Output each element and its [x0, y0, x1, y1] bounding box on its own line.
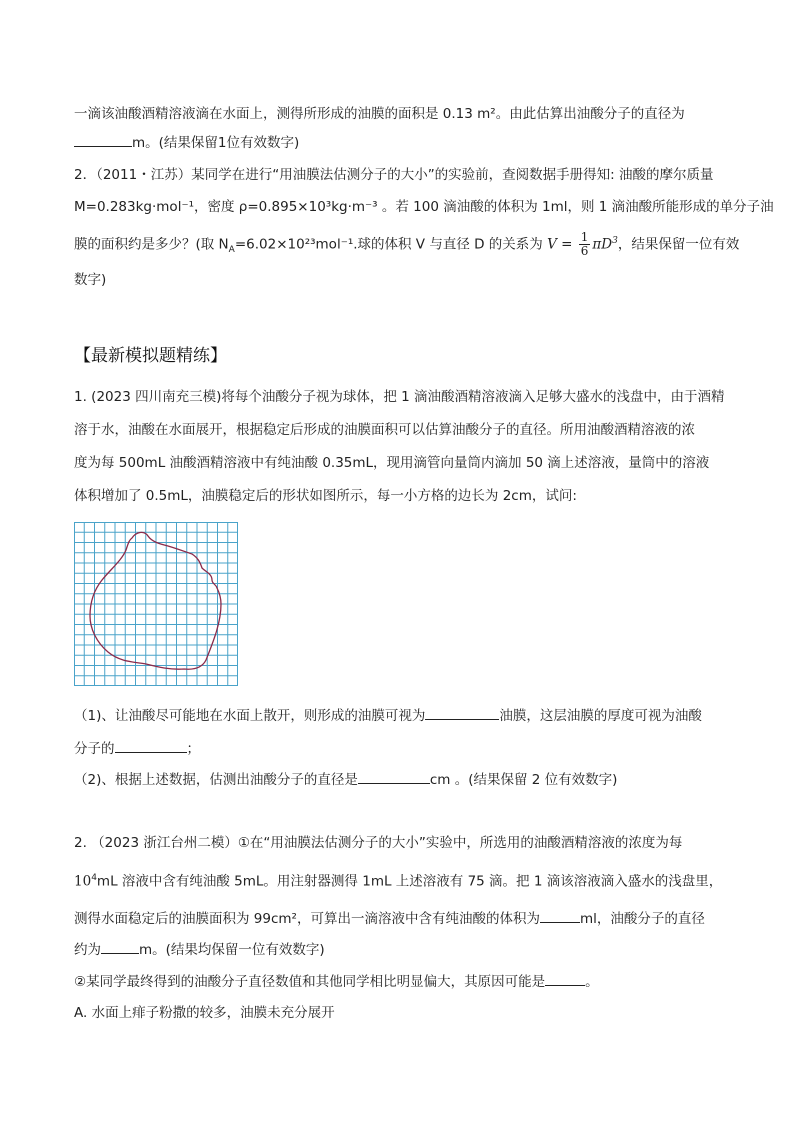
q1-sub2-text-b: cm 。(结果保留 2 位有效数字): [429, 772, 618, 788]
q2011-line-3-suffix: ，结果保留一位有效: [617, 236, 740, 253]
q2-line-5-text-a: ②某同学最终得到的油酸分子直径数值和其他同学相比明显偏大，其原因可能是: [74, 974, 546, 990]
q1-line-2: 溶于水，油酸在水面展开，根据稳定后形成的油膜面积可以估算油酸分子的直径。所用油酸酒精溶液的浓: [74, 422, 695, 438]
q2011-line-3: [74, 231, 739, 259]
q1-sub1-line-1: [74, 705, 702, 725]
q2-line-2: [74, 869, 722, 891]
q1-line-4: 体积增加了 0.5mL，油膜稳定后的形状如图所示，每一小方格的边长为 2cm，试问:: [74, 488, 577, 504]
prev-question-line-1: 一滴该油酸酒精溶液滴在水面上，测得所形成的油膜的面积是 0.13 m²。由此估算出油酸分子的直径为: [74, 106, 685, 122]
q2-power-base: 10: [74, 873, 92, 890]
q1-line-3: 度为每 500mL 油酸酒精溶液中有纯油酸 0.35mL，现用滴管向量筒内滴加 50 滴上述溶液，量筒中的溶液: [74, 455, 710, 471]
prev-question-suffix: m。(结果保留1位有效数字): [132, 135, 300, 151]
q2-line-4-text-a: 约为: [74, 942, 101, 958]
answer-blank-reason[interactable]: [545, 971, 585, 986]
formula-rhs: πD: [592, 236, 613, 253]
q1-sub2-line: [74, 769, 617, 789]
q1-sub1-text-d: ；: [186, 741, 200, 757]
q2-line-3-text-b: ml，油酸分子的直径: [579, 911, 705, 927]
q2011-line-3-mid: =6.02×10²³mol⁻¹.球的体积 V 与直径 D 的关系为: [234, 236, 543, 253]
q2-line-3-text-a: 测得水面稳定后的油膜面积为 99cm²，可算出一滴溶液中含有纯油酸的体积为: [74, 911, 540, 927]
grid-lines: [74, 522, 238, 686]
q2-line-5-text-b: 。: [585, 974, 599, 990]
q1-sub1-text-b: 油膜，这层油膜的厚度可视为油酸: [499, 708, 702, 724]
prev-question-line-2: [74, 132, 299, 152]
answer-blank-thickness[interactable]: [115, 738, 187, 753]
answer-blank-diameter[interactable]: [358, 769, 430, 784]
q2011-line-1: 2．（2011・江苏）某同学在进行“用油膜法估测分子的大小”的实验前，查阅数据手册得知: 油酸的摩尔质量: [74, 167, 714, 183]
q2-power-exp: 4: [91, 873, 97, 883]
q2011-line-4: 数字): [74, 272, 107, 288]
formula-fraction: [579, 231, 591, 258]
formula-exponent: 3: [612, 236, 618, 246]
q1-line-1: 1. (2023 四川南充三模)将每个油酸分子视为球体，把 1 滴油酸酒精溶液滴入足够大盛水的浅盘中，由于酒精: [74, 389, 725, 405]
section-title: 【最新模拟题精练】: [74, 346, 227, 366]
q1-sub1-text-a: （1)、让油酸尽可能地在水面上散开，则形成的油膜可视为: [74, 708, 426, 724]
q2011-line-2: M=0.283kg·mol⁻¹，密度 ρ=0.895×10³kg·m⁻³ 。若 100 滴油酸的体积为 1ml，则 1 滴油酸所能形成的单分子油: [74, 199, 774, 215]
q2-line-4-text-b: m。(结果均保留一位有效数字): [139, 942, 325, 958]
formula-lhs: V =: [547, 236, 573, 253]
q2-line-1: 2. （2023 浙江台州二模）①在“用油膜法估测分子的大小”实验中，所选用的油酸酒精溶液的浓度为每: [74, 835, 683, 851]
q2-option-a[interactable]: A. 水面上痱子粉撒的较多，油膜未充分展开: [74, 1005, 335, 1021]
q2-line-4: [74, 939, 325, 959]
answer-blank-volume[interactable]: [540, 908, 580, 923]
answer-blank[interactable]: [74, 132, 132, 147]
formula-denominator: 6: [580, 244, 589, 258]
q1-sub1-line-2: [74, 738, 200, 758]
q1-sub1-text-c: 分子的: [74, 741, 115, 757]
q2011-subscript: A: [228, 245, 235, 256]
q2-line-3: [74, 908, 705, 928]
answer-blank-film-type[interactable]: [425, 705, 499, 720]
q2-line-5: [74, 971, 599, 991]
q1-sub2-text-a: （2)、根据上述数据，估测出油酸分子的直径是: [74, 772, 358, 788]
q2-line-2-rest: mL 溶液中含有纯油酸 5mL。用注射器测得 1mL 上述溶液有 75 滴。把 1 滴该溶液滴入盛水的浅盘里，: [96, 873, 723, 890]
q2011-line-3-prefix: 膜的面积约是多少？(取 N: [74, 236, 229, 253]
answer-blank-diameter-2[interactable]: [101, 939, 139, 954]
formula-numerator: 1: [580, 230, 589, 244]
oil-film-grid-figure: [74, 522, 238, 686]
